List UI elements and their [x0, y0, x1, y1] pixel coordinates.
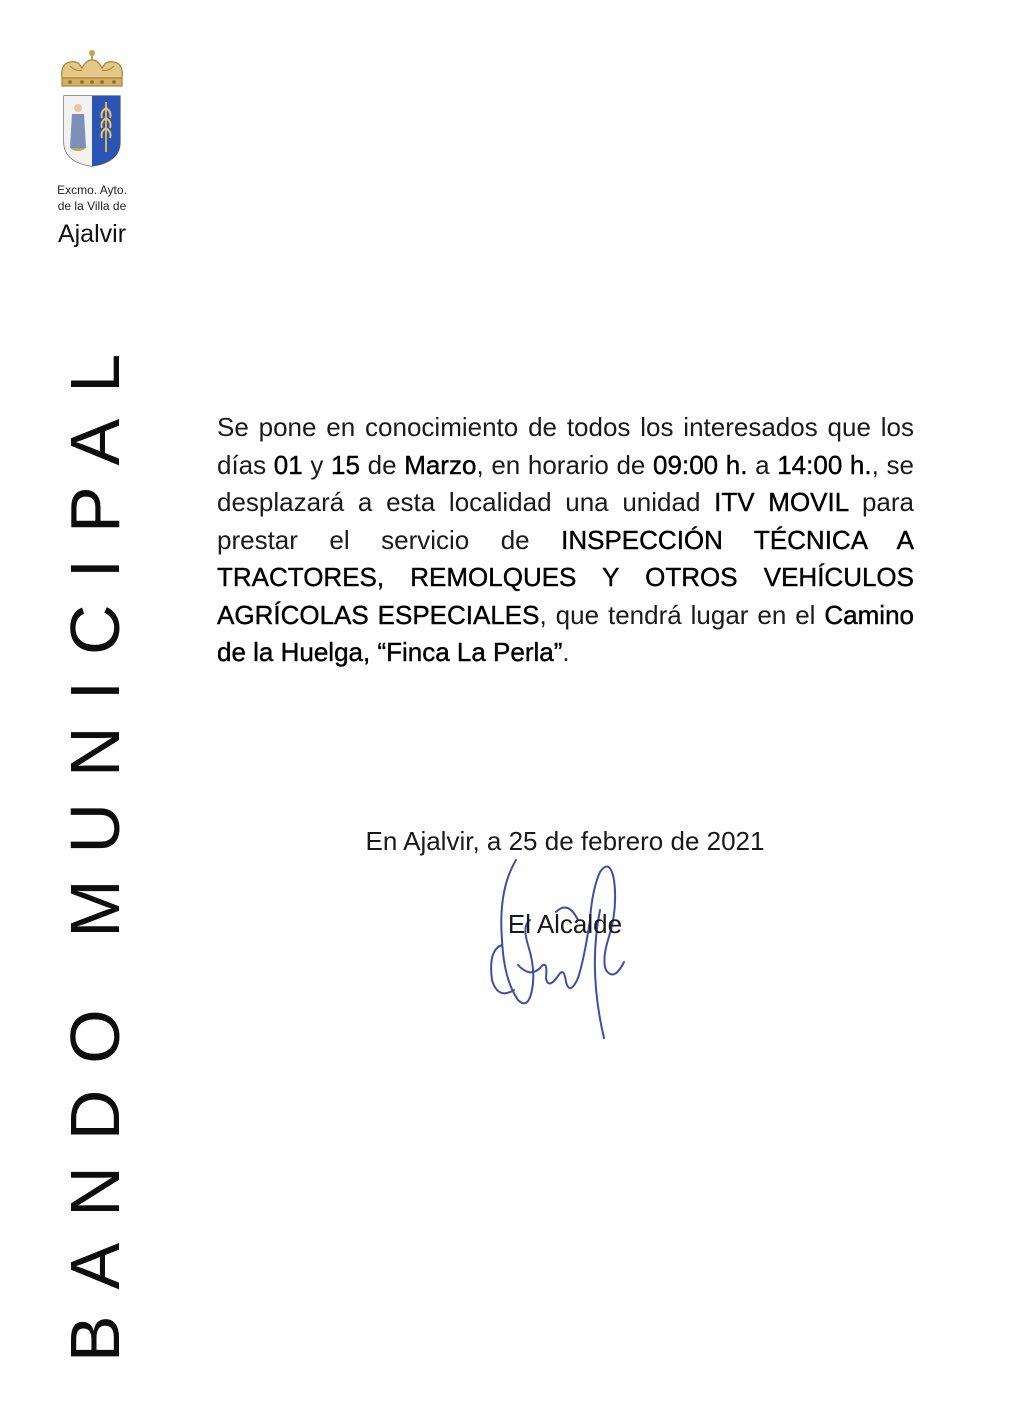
notice-unit: ITV MOVIL	[714, 487, 849, 517]
notice-paragraph	[217, 409, 914, 672]
side-title: BANDO MUNICIPAL	[56, 327, 134, 1363]
notice-text: .	[562, 637, 570, 667]
crown-icon	[62, 50, 123, 86]
shield-icon	[64, 96, 120, 166]
notice-month: Marzo	[404, 449, 477, 480]
notice-text: Se pone en conocimiento de todos los interesados que los días	[217, 412, 914, 480]
signer-title: El Alcalde	[507, 909, 623, 939]
notice-text: de	[359, 449, 405, 480]
notice-text: , en horario de	[476, 449, 654, 480]
notice-text: , se desplazará a esta localidad una unidad	[217, 449, 914, 517]
org-name: Ajalvir	[57, 220, 127, 248]
notice-text: y	[302, 449, 332, 480]
notice-location: Camino de la Huelga, “Finca La Perla”	[217, 599, 914, 667]
coat-of-arms-icon	[56, 48, 128, 170]
notice-start-time: 09:00 h.	[653, 449, 748, 480]
org-line-2: de la Villa de	[57, 199, 127, 213]
notice-end-time: 14:00 h.	[777, 449, 872, 480]
notice-day-1: 01	[273, 449, 303, 480]
date-line: En Ajalvir, a 25 de febrero de 2021	[365, 826, 765, 856]
notice-text: , que tendrá lugar en el	[539, 599, 825, 630]
notice-service: INSPECCIÓN TÉCNICA A TRACTORES, REMOLQUES Y OTROS VEHÍCULOS AGRÍCOLAS ESPECIALES	[217, 524, 915, 630]
signature-icon	[458, 850, 663, 1055]
notice-day-2: 15	[331, 449, 360, 480]
notice-text: a	[747, 449, 778, 480]
org-line-1: Excmo. Ayto.	[57, 183, 127, 197]
notice-text: para prestar el servicio de	[217, 487, 914, 555]
